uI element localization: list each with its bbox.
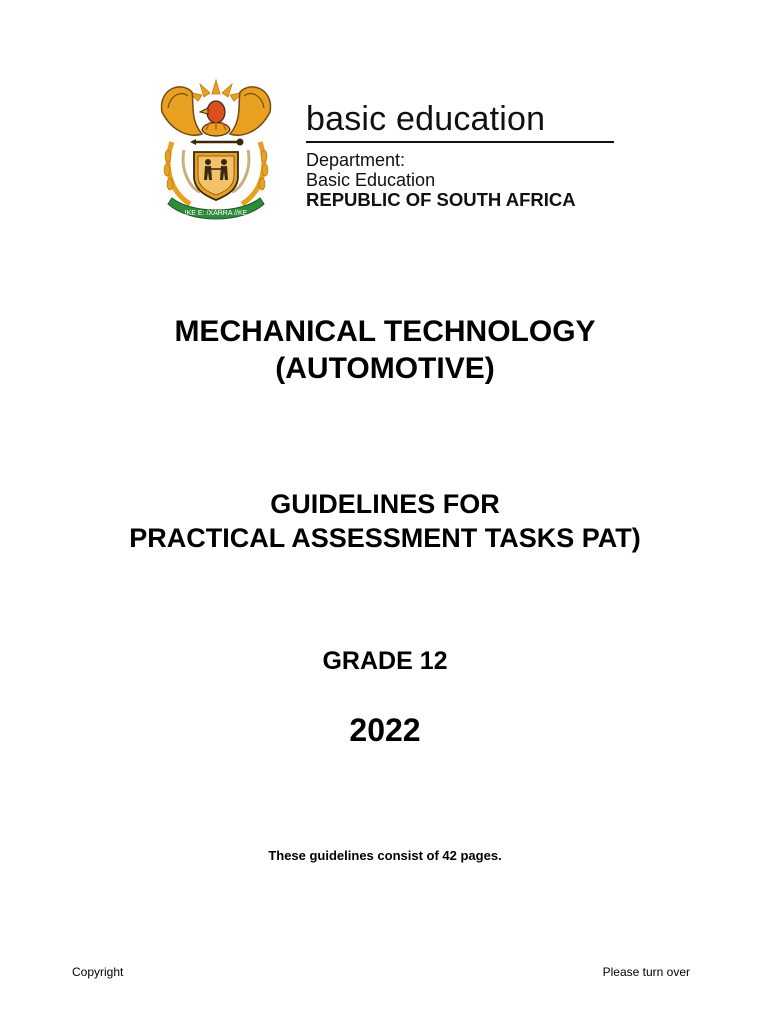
- subject-title: [0, 313, 770, 387]
- department-label: Department:: [306, 150, 406, 170]
- guidelines-line-1: GUIDELINES FOR: [270, 489, 500, 519]
- grade-label: GRADE 12: [322, 647, 448, 675]
- crest-motto: !KE E: /XARRA //KE: [184, 210, 248, 217]
- document-title: [0, 487, 770, 555]
- brand-divider: [306, 141, 614, 143]
- country-name: REPUBLIC OF SOUTH AFRICA: [306, 189, 576, 210]
- footer-copyright: Copyright: [72, 965, 124, 979]
- brand-title: basic education: [306, 100, 546, 138]
- department-name: Basic Education: [306, 170, 436, 190]
- coat-of-arms-icon: [150, 72, 282, 228]
- page-count-note: These guidelines consist of 42 pages.: [268, 848, 502, 863]
- subject-line-1: MECHANICAL TECHNOLOGY: [174, 315, 596, 348]
- footer-turn-over: Please turn over: [602, 965, 690, 979]
- guidelines-line-2: PRACTICAL ASSESSMENT TASKS PAT): [129, 523, 641, 553]
- year-label: 2022: [349, 712, 421, 748]
- subject-line-2: (AUTOMOTIVE): [275, 352, 495, 385]
